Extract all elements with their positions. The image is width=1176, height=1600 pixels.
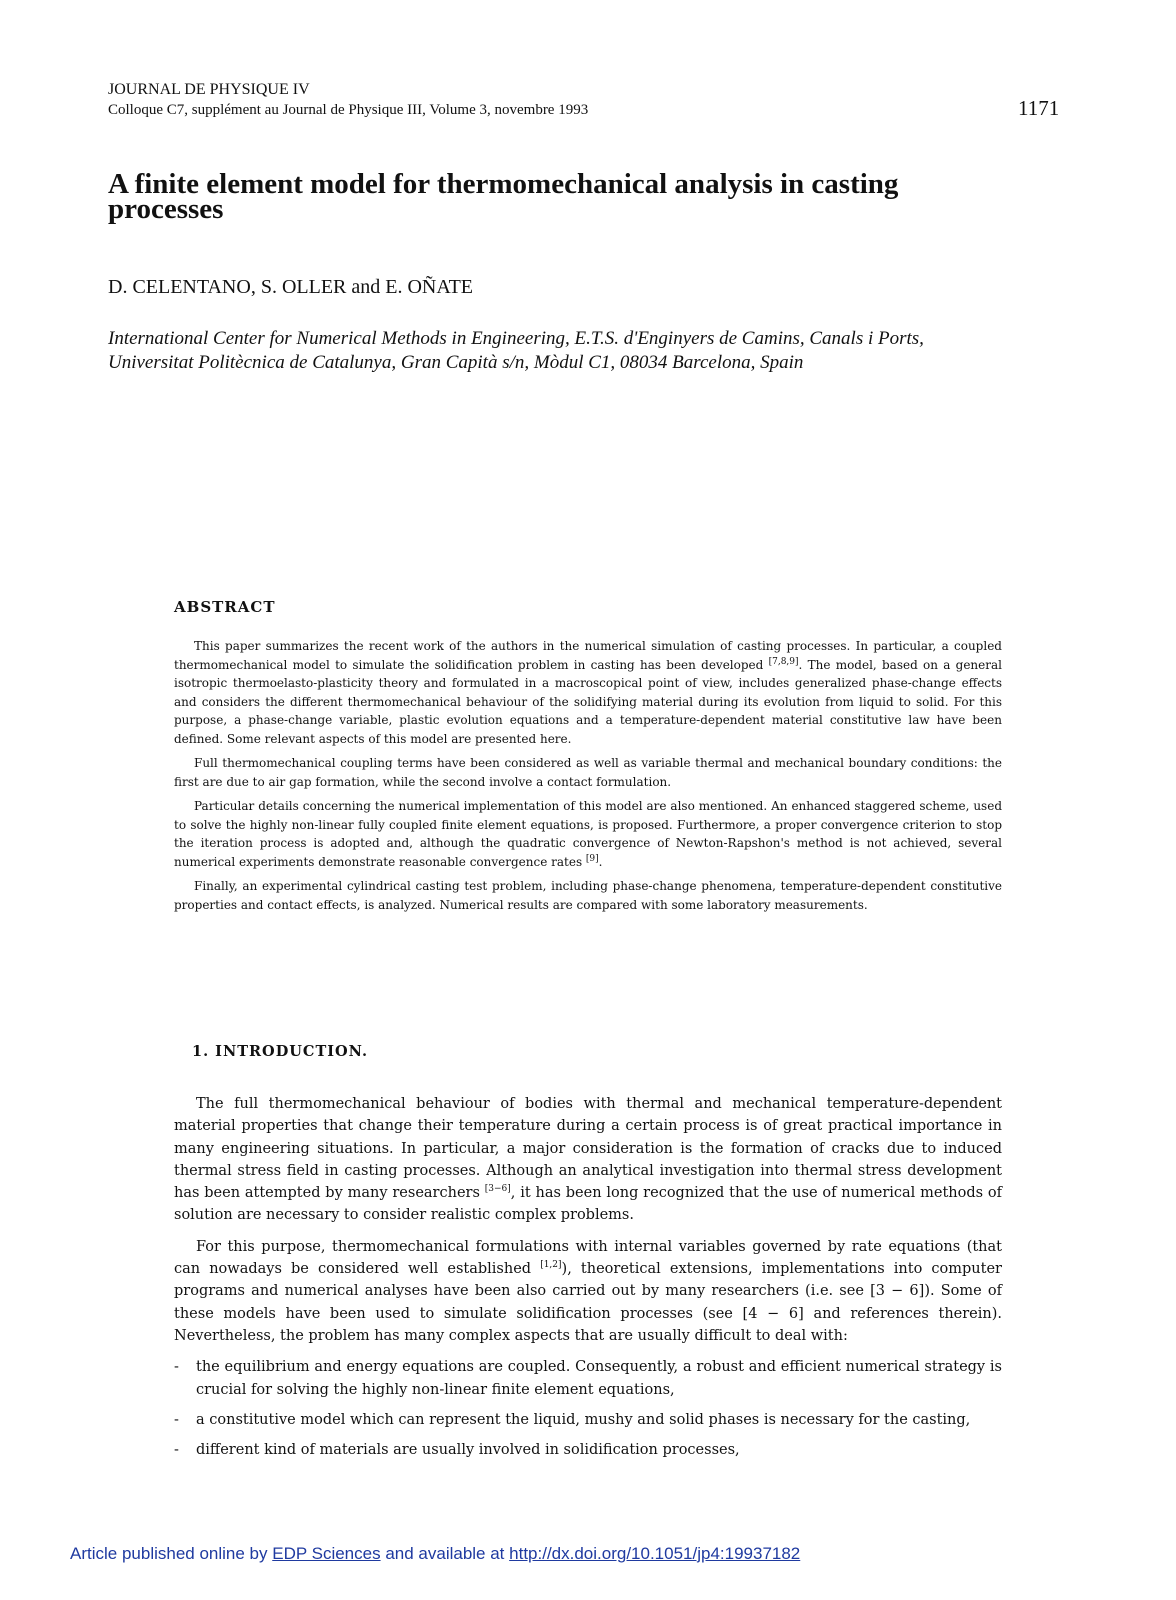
- intro-p1-text-cont: , it has been long recognized that the use of numerical methods of solution are necessary to consider realistic complex problems.: [174, 1185, 1002, 1224]
- footer-text: Article published online by: [70, 1544, 273, 1563]
- citation-ref: [9]: [585, 853, 599, 864]
- abstract-p3-text: Particular details concerning the numerical implementation of this model are also mentioned. An enhanced staggered scheme, used to solve the highly non-linear fully coupled finite element equations, is proposed. Furthermore, a proper convergence criterion to stop the iteration process is adopted and, although the quadratic convergence of Newton-Rapshon's method is not achieved, several numerical experiments demonstrate reasonable convergence rates: [174, 799, 1002, 869]
- citation-ref: [7,8,9]: [768, 656, 799, 667]
- list-item-text: different kind of materials are usually involved in solidification processes,: [196, 1442, 740, 1459]
- citation-ref: [3−6]: [484, 1184, 511, 1195]
- journal-name: JOURNAL DE PHYSIQUE IV: [108, 81, 310, 98]
- affiliation-line-1: International Center for Numerical Methods in Engineering, E.T.S. d'Enginyers de Camins, Canals i Ports,: [108, 328, 924, 349]
- edp-sciences-link[interactable]: EDP Sciences: [272, 1544, 381, 1563]
- intro-p2-text: For this purpose, thermomechanical formulations with internal variables governed by rate equations (that can nowadays be considered well established: [174, 1238, 1002, 1278]
- affiliation-line-2: Universitat Politècnica de Catalunya, Gran Capità s/n, Mòdul C1, 08034 Barcelona, Spain: [108, 352, 804, 373]
- title-line-2: processes: [108, 193, 224, 225]
- list-item: [174, 1439, 1002, 1461]
- abstract-paragraph-2: Full thermomechanical coupling terms have been considered as well as variable thermal and mechanical boundary conditions: the first are due to air gap formation, while the second involve a contact formulation.: [174, 756, 1002, 789]
- abstract-p1-text-cont: . The model, based on a general isotropic thermoelasto-plasticity theory and formulated in a macroscopical point of view, includes generalized phase-change effects and considers the different thermomechanical behaviour of the solidifying material during its evolution from liquid to solid. For this purpose, a phase-change variable, plastic evolution equations and a temperature-dependent material constitutive law have been defined. Some relevant aspects of this model are presented here.: [174, 657, 1002, 746]
- publication-footer: [70, 1544, 800, 1564]
- list-dash: -: [174, 1411, 179, 1428]
- doi-link[interactable]: http://dx.doi.org/10.1051/jp4:19937182: [509, 1544, 801, 1563]
- intro-p1-text: The full thermomechanical behaviour of bodies with thermal and mechanical temperature-dependent material properties that change their temperature during a certain process is of great practical importance in many engineering situations. In particular, a major consideration is the formation of cracks due to induced thermal stress field in casting processes. Although an analytical investigation into thermal stress development has been attempted by many researchers: [174, 1096, 1002, 1202]
- list-dash: -: [174, 1442, 179, 1459]
- abstract-p1-text: This paper summarizes the recent work of the authors in the numerical simulation of casting processes. In particular, a coupled thermomechanical model to simulate the solidification problem in casting has been developed: [174, 639, 1002, 672]
- introduction-body: [174, 1093, 1002, 1469]
- intro-paragraph-1: [174, 1093, 1002, 1227]
- abstract-paragraph-4: Finally, an experimental cylindrical casting test problem, including phase-change phenomena, temperature-dependent constitutive properties and contact effects, is analyzed. Numerical results are compared with some laboratory measurements.: [174, 879, 1002, 912]
- authors: D. CELENTANO, S. OLLER and E. OÑATE: [108, 276, 474, 298]
- abstract-paragraph-3: [174, 797, 1002, 871]
- colloque-line: Colloque C7, supplément au Journal de Physique III, Volume 3, novembre 1993: [108, 102, 589, 118]
- abstract-body: [174, 637, 1002, 920]
- list-dash: -: [174, 1359, 179, 1376]
- abstract-paragraph-1: [174, 637, 1002, 748]
- list-item-text: a constitutive model which can represent the liquid, mushy and solid phases is necessary for the casting,: [196, 1411, 971, 1428]
- intro-paragraph-2: [174, 1236, 1002, 1347]
- affiliation: [108, 327, 1088, 375]
- intro-p2-text-cont: ), theoretical extensions, implementations into computer programs and numerical analyses have been also carried out by many researchers (i.e. see [3 − 6]). Some of these models have been used to simulate solidification processes (see [4 − 6] and references therein). Nevertheless, the problem has many complex aspects that are usually difficult to deal with:: [174, 1261, 1002, 1344]
- list-item: [174, 1409, 1002, 1431]
- citation-ref: [1,2]: [540, 1260, 562, 1271]
- title-line-1: A finite element model for thermomechanical analysis in casting: [108, 168, 899, 200]
- introduction-heading: 1. INTRODUCTION.: [192, 1043, 369, 1060]
- abstract-heading: ABSTRACT: [174, 598, 276, 616]
- difficulty-list: [174, 1356, 1002, 1461]
- list-item: [174, 1356, 1002, 1401]
- abstract-p3-text-cont: .: [598, 854, 603, 869]
- footer-text-cont: and available at: [380, 1544, 510, 1563]
- paper-title: [108, 168, 1038, 225]
- page-number: 1171: [1018, 96, 1060, 120]
- list-item-text: the equilibrium and energy equations are coupled. Consequently, a robust and efficient numerical strategy is crucial for solving the highly non-linear finite element equations,: [196, 1359, 1002, 1398]
